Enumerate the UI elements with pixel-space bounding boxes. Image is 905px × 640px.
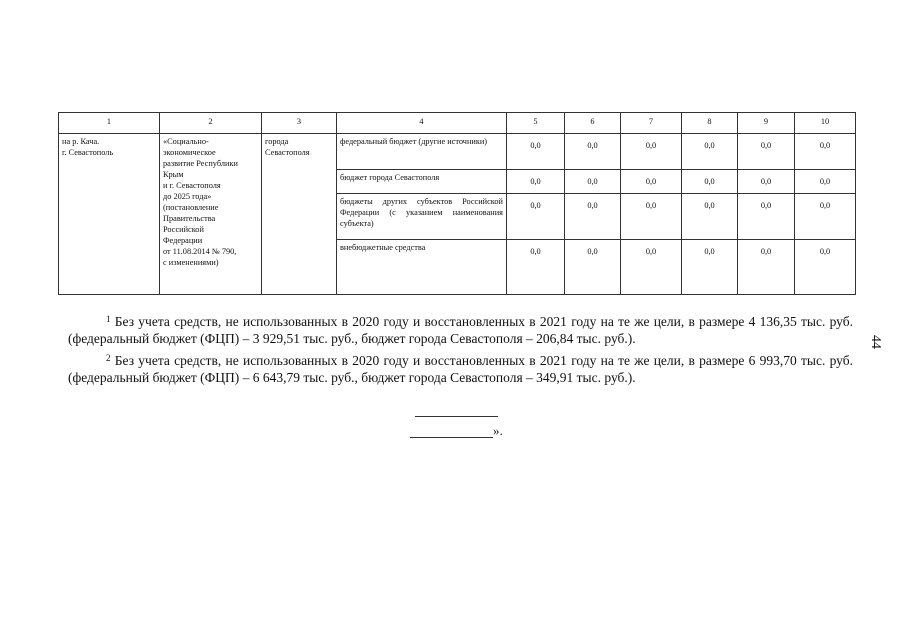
column-header: 9 xyxy=(738,113,795,134)
value-cell: 0,0 xyxy=(621,134,682,170)
table-row xyxy=(59,134,856,170)
footnotes xyxy=(68,313,853,391)
column-header: 3 xyxy=(262,113,337,134)
closing-quote: ». xyxy=(493,423,503,438)
column-header: 8 xyxy=(682,113,738,134)
value-cell: 0,0 xyxy=(738,134,795,170)
value-cell: 0,0 xyxy=(621,170,682,194)
value-cell: 0,0 xyxy=(682,194,738,240)
value-cell: 0,0 xyxy=(621,194,682,240)
funding-source-cell: внебюджетные средства xyxy=(337,240,507,295)
program-cell: «Социально- экономическое развитие Республики Крым и г. Севастополя до 2025 года» (постановление Правительства Российской Федерации от 11.08.2014 № 790, с изменениями) xyxy=(160,134,262,295)
value-cell: 0,0 xyxy=(507,240,565,295)
footnote-mark: 1 xyxy=(106,314,111,324)
value-cell: 0,0 xyxy=(738,170,795,194)
value-cell: 0,0 xyxy=(738,240,795,295)
funding-source-cell: бюджет города Севастополя xyxy=(337,170,507,194)
value-cell: 0,0 xyxy=(565,240,621,295)
object-location-cell: на р. Кача. г. Севастополь xyxy=(59,134,160,295)
footnote-1 xyxy=(68,313,853,347)
value-cell: 0,0 xyxy=(507,194,565,240)
closing-line xyxy=(410,424,503,438)
value-cell: 0,0 xyxy=(507,170,565,194)
footnote-mark: 2 xyxy=(106,353,111,363)
value-cell: 0,0 xyxy=(682,134,738,170)
footnote-text: Без учета средств, не использованных в 2020 году и восстановленных в 2021 году на те же цели, в размере 6 993,70 тыс. руб. (федеральный бюджет (ФЦП) – 6 643,79 тыс. руб., бюджет города Севастополя – 349,91 тыс. руб.). xyxy=(68,353,853,385)
column-header: 2 xyxy=(160,113,262,134)
budget-table xyxy=(58,112,856,295)
value-cell: 0,0 xyxy=(682,170,738,194)
value-cell: 0,0 xyxy=(621,240,682,295)
column-header: 7 xyxy=(621,113,682,134)
separator-line xyxy=(410,426,493,438)
funding-source-cell: федеральный бюджет (другие источники) xyxy=(337,134,507,170)
column-header: 10 xyxy=(795,113,856,134)
footnote-text: Без учета средств, не использованных в 2020 году и восстановленных в 2021 году на те же цели, в размере 4 136,35 тыс. руб. (федеральный бюджет (ФЦП) – 3 929,51 тыс. руб., бюджет города Севастополя – 206,84 тыс. руб.). xyxy=(68,314,853,346)
value-cell: 0,0 xyxy=(565,170,621,194)
value-cell: 0,0 xyxy=(565,194,621,240)
value-cell: 0,0 xyxy=(565,134,621,170)
customer-cell: города Севастополя xyxy=(262,134,337,295)
value-cell: 0,0 xyxy=(738,194,795,240)
table-header-row xyxy=(59,113,856,134)
value-cell: 0,0 xyxy=(795,240,856,295)
column-header: 1 xyxy=(59,113,160,134)
value-cell: 0,0 xyxy=(507,134,565,170)
value-cell: 0,0 xyxy=(682,240,738,295)
value-cell: 0,0 xyxy=(795,170,856,194)
separator-line xyxy=(415,416,498,417)
value-cell: 0,0 xyxy=(795,194,856,240)
column-header: 5 xyxy=(507,113,565,134)
column-header: 6 xyxy=(565,113,621,134)
footnote-2 xyxy=(68,352,853,386)
page-number: 44 xyxy=(868,335,883,349)
column-header: 4 xyxy=(337,113,507,134)
funding-source-cell: бюджеты других субъектов Российской Федерации (с указанием наименования субъекта) xyxy=(337,194,507,240)
value-cell: 0,0 xyxy=(795,134,856,170)
